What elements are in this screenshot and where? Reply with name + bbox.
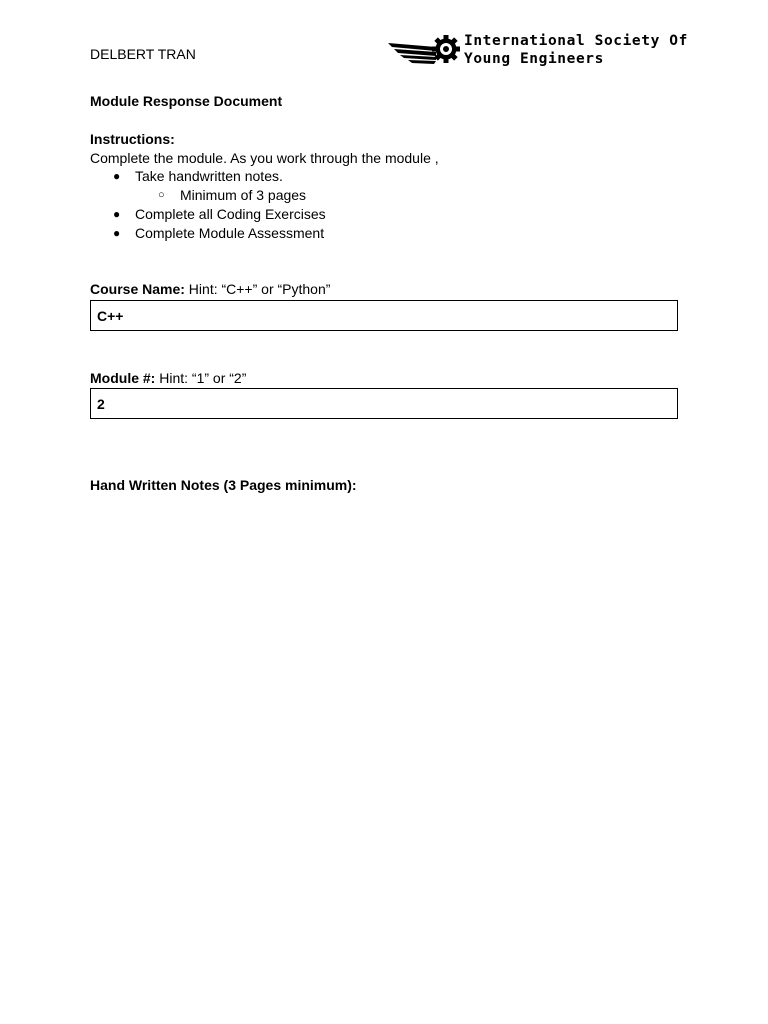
instructions-list	[90, 168, 326, 244]
document-title: Module Response Document	[90, 93, 283, 109]
list-item	[90, 225, 326, 241]
module-number-label	[90, 370, 246, 386]
module-number-value: 2	[97, 396, 105, 412]
logo-line-2: Young Engineers	[464, 51, 604, 67]
list-item-text: Complete Module Assessment	[135, 225, 325, 241]
list-item	[90, 168, 326, 184]
module-number-field[interactable]	[90, 388, 678, 419]
list-item-text: Complete all Coding Exercises	[135, 206, 326, 222]
list-item-text: Minimum of 3 pages	[180, 187, 307, 203]
list-item	[90, 187, 326, 203]
logo-text	[464, 32, 688, 68]
list-item	[90, 206, 326, 222]
course-name-hint: Hint: “C++” or “Python”	[184, 281, 331, 297]
instructions-intro: Complete the module. As you work through the module ,	[90, 150, 439, 166]
logo-line-1: International Society Of	[464, 33, 688, 49]
course-name-label-text: Course Name:	[90, 281, 185, 297]
list-item-text: Take handwritten notes.	[135, 168, 283, 184]
bullet-icon: ●	[113, 207, 121, 221]
module-number-hint: Hint: “1” or “2”	[155, 370, 247, 386]
notes-heading: Hand Written Notes (3 Pages minimum):	[90, 477, 357, 493]
module-number-label-text: Module #:	[90, 370, 156, 386]
author-name: DELBERT TRAN	[90, 46, 196, 62]
course-name-field[interactable]	[90, 300, 678, 331]
bullet-icon: ●	[113, 169, 121, 183]
course-name-value: C++	[97, 308, 124, 324]
organization-logo	[386, 30, 688, 68]
bullet-icon: ●	[113, 226, 121, 240]
sub-bullet-icon: ○	[158, 189, 165, 201]
course-name-label	[90, 281, 330, 297]
winged-gear-logo-icon	[386, 30, 464, 68]
instructions-heading: Instructions:	[90, 131, 175, 147]
